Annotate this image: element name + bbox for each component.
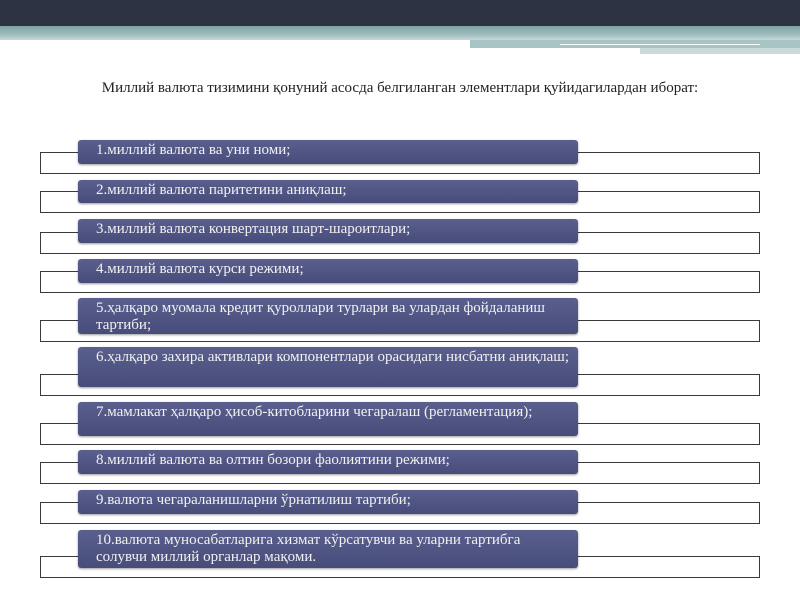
item-label: 2.миллий валюта паритетини аниқлаш; <box>78 180 578 203</box>
item-label: 6.ҳалқаро захира активлари компонентлари орасидаги нисбатни аниқлаш; <box>78 347 578 387</box>
item-label: 4.миллий валюта курси режими; <box>78 259 578 283</box>
item-label: 10.валюта муносабатларига хизмат кўрсатувчи ва уларни тартибга солувчи миллий органлар мақоми. <box>78 530 578 568</box>
item-label: 8.миллий валюта ва олтин бозори фаолиятини режими; <box>78 450 578 474</box>
header-dark-band <box>0 0 800 26</box>
item-label: 3.миллий валюта конвертация шарт-шароитлари; <box>78 219 578 243</box>
item-label: 7.мамлакат ҳалқаро ҳисоб-китобларини чегаралаш (регламентация); <box>78 402 578 436</box>
item-label: 5.ҳалқаро муомала кредит қуроллари турлари ва улардан фойдаланиш тартиби; <box>78 298 578 334</box>
item-label: 9.валюта чегараланишларни ўрнатилиш тартиби; <box>78 490 578 514</box>
header-teal-accent-small <box>640 48 800 54</box>
header-accent-line <box>560 44 760 45</box>
header-teal-band <box>0 26 800 40</box>
item-label: 1.миллий валюта ва уни номи; <box>78 140 578 164</box>
slide-title: Миллий валюта тизимини қонуний асосда белгиланган элементлари қуйидагилардан иборат: <box>101 80 699 96</box>
